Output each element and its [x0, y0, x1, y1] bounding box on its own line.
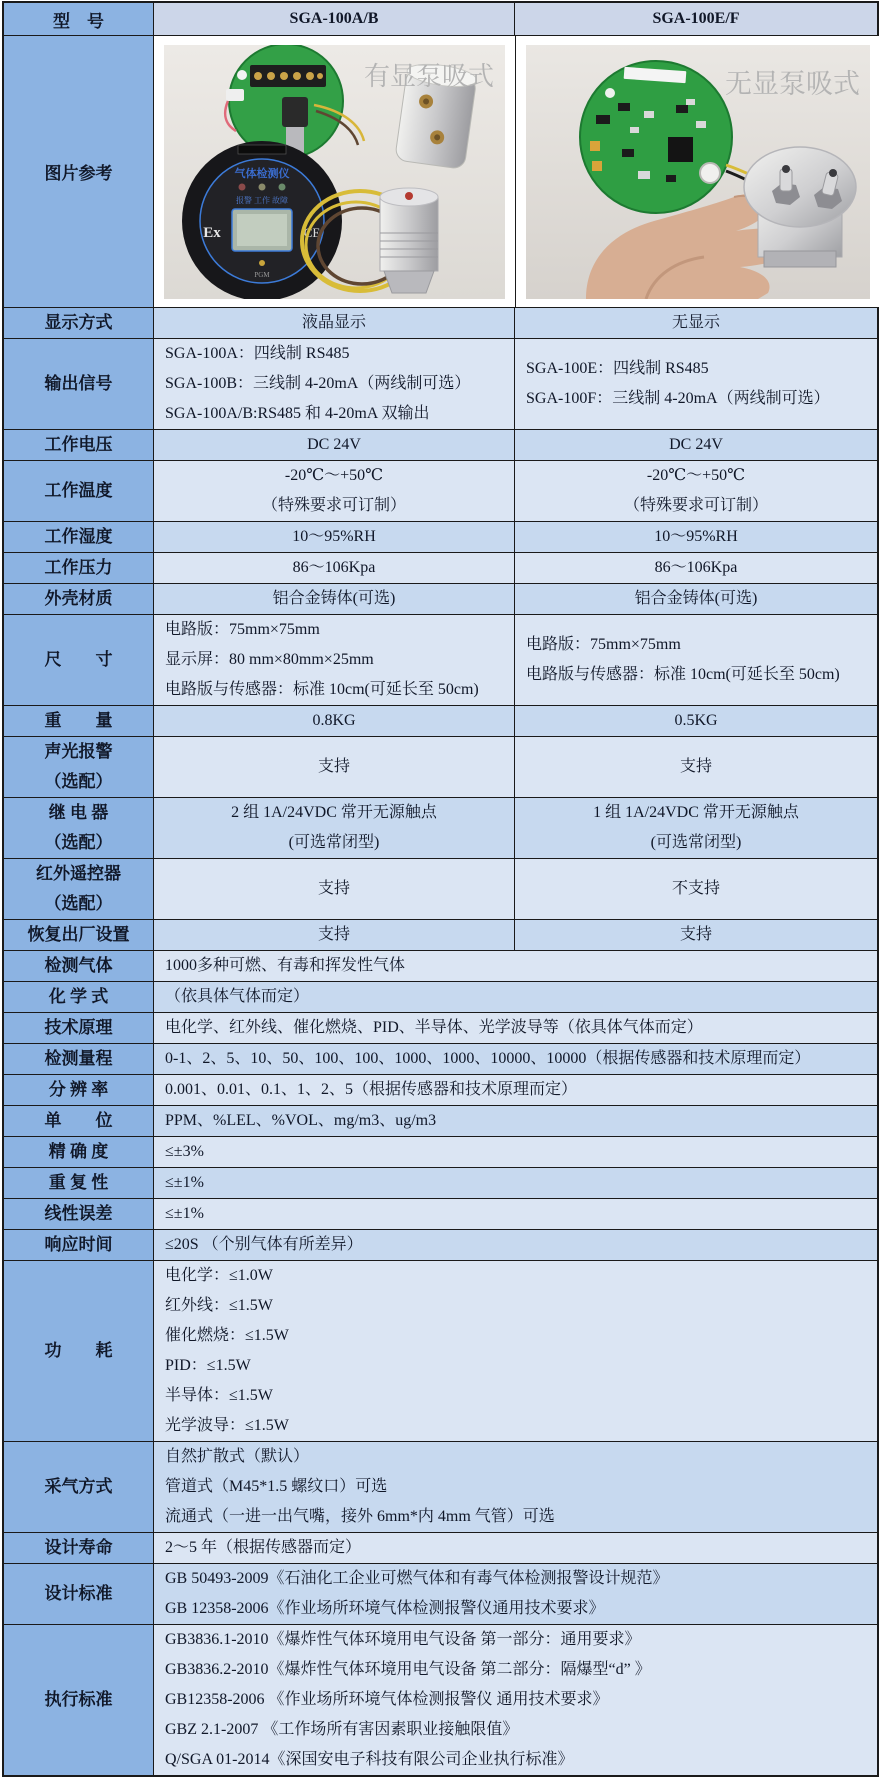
cell-text-line: 单 位 — [44, 1111, 113, 1130]
row-label — [4, 430, 154, 460]
cell-text-line: SGA-100E：四线制 RS485 — [526, 360, 709, 377]
product-photo-a-cell — [154, 36, 516, 307]
cell-text-line: 设计标准 — [44, 1584, 113, 1603]
cell-text-line: （依具体气体而定） — [165, 988, 310, 1005]
row-value-model-e — [515, 522, 877, 552]
spec-row-24 — [4, 1260, 877, 1441]
cell-text-line: 显示方式 — [44, 313, 113, 332]
cell-text-line: 0.001、0.01、0.1、1、2、5（根据传感器和技术原理而定） — [165, 1081, 578, 1098]
row-value-model-e — [515, 920, 877, 950]
cell-text-line: 电化学、红外线、催化燃烧、PID、半导体、光学波导等（依具体气体而定） — [165, 1019, 703, 1036]
cell-text-line: 无显示 — [671, 314, 720, 331]
row-value-model-e — [515, 737, 877, 797]
spec-row-8 — [4, 614, 877, 705]
cell-text-line: SGA-100A：四线制 RS485 — [165, 345, 350, 362]
cell-text-line: GB12358-2006 《作业场所环境气体检测报警仪 通用技术要求》 — [165, 1691, 609, 1708]
cell-text-line: 尺 寸 — [44, 650, 113, 669]
cell-text-line: 支持 — [679, 758, 712, 775]
spec-row-14 — [4, 950, 877, 981]
row-value-model-a — [154, 553, 515, 583]
photo-b-watermark: 无显泵吸式 — [725, 68, 860, 99]
row-value-model-a — [154, 584, 515, 614]
spec-row-9 — [4, 705, 877, 736]
row-label — [4, 1625, 154, 1775]
cell-text-line: 0.8KG — [312, 712, 356, 729]
spec-row-6 — [4, 552, 877, 583]
cell-text-line: 0-1、2、5、10、50、100、100、1000、1000、10000、10000（根据传感器和技术原理而定） — [165, 1050, 811, 1067]
row-value-model-e — [515, 859, 877, 919]
cell-text-line: 红外线：≤1.5W — [165, 1297, 273, 1314]
cell-text-line: 恢复出厂设置 — [27, 925, 130, 944]
spec-row-23 — [4, 1229, 877, 1260]
detector-ex-mark: Ex — [203, 224, 221, 241]
cell-text-line: ≤±3% — [165, 1143, 204, 1160]
row-label — [4, 737, 154, 797]
row-label — [4, 982, 154, 1012]
header-row — [4, 3, 877, 35]
cell-text-line: 功 耗 — [44, 1341, 113, 1360]
spec-row-22 — [4, 1198, 877, 1229]
cell-text-line: 工作温度 — [44, 481, 113, 500]
row-label — [4, 1442, 154, 1532]
cell-text-line: SGA-100B：三线制 4-20mA（两线制可选） — [165, 375, 471, 392]
cell-text-line: 铝合金铸体(可选) — [272, 590, 396, 607]
image-row-label: 图片参考 — [4, 36, 154, 307]
spec-row-17 — [4, 1043, 877, 1074]
spec-row-18 — [4, 1074, 877, 1105]
spec-row-4 — [4, 460, 877, 521]
cell-text-line: 显示屏：80 mm×80mm×25mm — [165, 651, 374, 668]
spec-rows-container — [4, 307, 877, 1775]
row-value-span — [154, 951, 877, 981]
cell-text-line: 电路版：75mm×75mm — [526, 636, 681, 653]
row-value-model-e — [515, 339, 877, 429]
product-photo-a — [164, 45, 505, 299]
cell-text-line: 执行标准 — [44, 1690, 113, 1709]
row-value-span — [154, 1261, 877, 1441]
spec-row-10 — [4, 736, 877, 797]
cell-text-line: 支持 — [317, 758, 350, 775]
row-label — [4, 798, 154, 858]
cell-text-line: 工作压力 — [44, 558, 113, 577]
row-value-model-a — [154, 461, 515, 521]
detector-led-labels: 报警 工作 故障 — [236, 195, 288, 205]
cell-text-line: 响应时间 — [44, 1235, 113, 1254]
spec-row-21 — [4, 1167, 877, 1198]
spec-row-11 — [4, 797, 877, 858]
cell-text-line: 输出信号 — [44, 374, 113, 393]
row-value-span — [154, 1168, 877, 1198]
row-label — [4, 1533, 154, 1563]
cell-text-line: 光学波导：≤1.5W — [165, 1417, 289, 1434]
spec-row-25 — [4, 1441, 877, 1532]
cell-text-line: 催化燃烧：≤1.5W — [165, 1327, 289, 1344]
row-label — [4, 1168, 154, 1198]
row-value-model-a — [154, 522, 515, 552]
cell-text-line: ≤±1% — [165, 1174, 204, 1191]
row-label — [4, 1044, 154, 1074]
cell-text-line: 化 学 式 — [48, 987, 109, 1006]
cell-text-line: GBZ 2.1-2007 《工作场所有害因素职业接触限值》 — [165, 1721, 519, 1738]
cell-text-line: (可选常闭型) — [288, 834, 380, 851]
row-value-span — [154, 1013, 877, 1043]
cell-text-line: ≤±1% — [165, 1205, 204, 1222]
cell-text-line: 支持 — [679, 926, 712, 943]
cell-text-line: 线性误差 — [44, 1204, 113, 1223]
row-value-model-a — [154, 920, 515, 950]
row-value-span — [154, 1075, 877, 1105]
row-value-model-e — [515, 615, 877, 705]
cell-text-line: 继 电 器 — [48, 803, 109, 822]
spec-row-12 — [4, 858, 877, 919]
row-value-model-e — [515, 553, 877, 583]
spec-row-3 — [4, 429, 877, 460]
row-value-span — [154, 1625, 877, 1775]
cell-text-line: PPM、%LEL、%VOL、mg/m3、ug/m3 — [165, 1112, 437, 1129]
row-value-model-a — [154, 859, 515, 919]
row-label — [4, 522, 154, 552]
cell-text-line: -20℃～+50℃ — [646, 467, 746, 484]
cell-text-line: (可选常闭型) — [650, 834, 742, 851]
cell-text-line: 精 确 度 — [48, 1142, 109, 1161]
detector-button-label: PGM — [254, 270, 270, 279]
cell-text-line: 采气方式 — [44, 1477, 113, 1496]
row-value-model-e — [515, 706, 877, 736]
row-value-model-a — [154, 308, 515, 338]
image-row — [4, 35, 877, 307]
row-value-model-e — [515, 584, 877, 614]
cell-text-line: 液晶显示 — [301, 314, 366, 331]
spec-row-28 — [4, 1624, 877, 1775]
cell-text-line: 电路版与传感器：标准 10cm(可延长至 50cm) — [165, 681, 479, 698]
cell-text-line: Q/SGA 01-2014《深国安电子科技有限公司企业执行标准》 — [165, 1751, 574, 1768]
detector-ce-mark: CE — [303, 224, 321, 240]
row-label — [4, 1564, 154, 1624]
model-a-header: SGA-100A/B — [154, 3, 515, 35]
cell-text-line: 1 组 1A/24VDC 常开无源触点 — [593, 804, 799, 821]
cell-text-line: （选配） — [44, 833, 113, 852]
cell-text-line: 工作湿度 — [44, 527, 113, 546]
row-label — [4, 1137, 154, 1167]
row-value-model-a — [154, 798, 515, 858]
cell-text-line: 电路版：75mm×75mm — [165, 621, 320, 638]
row-label — [4, 308, 154, 338]
row-label — [4, 951, 154, 981]
cell-text-line: 电化学：≤1.0W — [165, 1267, 273, 1284]
cell-text-line: 2 组 1A/24VDC 常开无源触点 — [231, 804, 437, 821]
row-label — [4, 339, 154, 429]
cell-text-line: 支持 — [317, 880, 350, 897]
cell-text-line: GB3836.1-2010《爆炸性气体环境用电气设备 第一部分：通用要求》 — [165, 1631, 641, 1648]
row-label — [4, 1199, 154, 1229]
cell-text-line: GB 50493-2009《石油化工企业可燃气体和有毒气体检测报警设计规范》 — [165, 1570, 669, 1587]
cell-text-line: 半导体：≤1.5W — [165, 1387, 273, 1404]
cell-text-line: 分 辨 率 — [48, 1080, 109, 1099]
row-value-model-e — [515, 430, 877, 460]
row-value-model-a — [154, 430, 515, 460]
row-value-model-a — [154, 615, 515, 705]
row-value-model-e — [515, 461, 877, 521]
cell-text-line: 声光报警 — [44, 742, 113, 761]
cell-text-line: 自然扩散式（默认） — [165, 1448, 310, 1465]
spec-row-2 — [4, 338, 877, 429]
row-value-span — [154, 982, 877, 1012]
cell-text-line: DC 24V — [307, 436, 361, 453]
cell-text-line: 电路版与传感器：标准 10cm(可延长至 50cm) — [526, 666, 840, 683]
cell-text-line: GB 12358-2006《作业场所环境气体检测报警仪通用技术要求》 — [165, 1600, 605, 1617]
cell-text-line: 工作电压 — [44, 435, 113, 454]
row-value-model-a — [154, 737, 515, 797]
cell-text-line: 检测量程 — [44, 1049, 113, 1068]
spec-row-15 — [4, 981, 877, 1012]
row-value-span — [154, 1106, 877, 1136]
photo-a-watermark: 有显泵吸式 — [363, 61, 494, 91]
spec-row-20 — [4, 1136, 877, 1167]
cell-text-line: -20℃～+50℃ — [284, 467, 384, 484]
spec-row-13 — [4, 919, 877, 950]
row-label — [4, 1261, 154, 1441]
row-label — [4, 461, 154, 521]
row-value-span — [154, 1533, 877, 1563]
row-value-model-e — [515, 308, 877, 338]
cell-text-line: SGA-100F：三线制 4-20mA（两线制可选） — [526, 390, 830, 407]
row-value-model-e — [515, 798, 877, 858]
spec-row-7 — [4, 583, 877, 614]
cell-text-line: （选配） — [44, 772, 113, 791]
cell-text-line: （特殊要求可订制） — [261, 497, 406, 514]
spec-row-19 — [4, 1105, 877, 1136]
cell-text-line: （选配） — [44, 894, 113, 913]
row-value-model-a — [154, 339, 515, 429]
cell-text-line: 86～106Kpa — [292, 559, 376, 576]
cell-text-line: 流通式（一进一出气嘴，接外 6mm*内 4mm 气管）可选 — [165, 1508, 555, 1525]
cell-text-line: 10～95%RH — [292, 528, 376, 545]
cell-text-line: PID：≤1.5W — [165, 1357, 251, 1374]
sensor-cylinder-illustration-b — [744, 147, 856, 267]
row-label — [4, 1013, 154, 1043]
cell-text-line: DC 24V — [669, 436, 723, 453]
row-label — [4, 615, 154, 705]
model-label: 型 号 — [4, 3, 154, 35]
row-label — [4, 1075, 154, 1105]
row-label — [4, 1230, 154, 1260]
row-value-model-a — [154, 706, 515, 736]
product-photo-b-cell — [516, 36, 880, 307]
spec-row-5 — [4, 521, 877, 552]
spec-row-27 — [4, 1563, 877, 1624]
cell-text-line: 检测气体 — [44, 956, 113, 975]
spec-row-1 — [4, 307, 877, 338]
row-value-span — [154, 1564, 877, 1624]
cell-text-line: 支持 — [317, 926, 350, 943]
cell-text-line: 设计寿命 — [44, 1538, 113, 1557]
row-label — [4, 706, 154, 736]
cell-text-line: 2～5 年（根据传感器而定） — [165, 1539, 362, 1556]
sensor-cylinder-illustration-a — [380, 188, 438, 293]
cell-text-line: ≤20S （个别气体有所差异） — [165, 1236, 363, 1253]
model-e-header: SGA-100E/F — [515, 3, 877, 35]
row-label — [4, 584, 154, 614]
cell-text-line: 1000多种可燃、有毒和挥发性气体 — [165, 957, 406, 974]
cell-text-line: 管道式（M45*1.5 螺纹口）可选 — [165, 1478, 388, 1495]
cell-text-line: 0.5KG — [674, 712, 718, 729]
cell-text-line: 10～95%RH — [654, 528, 738, 545]
row-label — [4, 859, 154, 919]
row-label — [4, 920, 154, 950]
spec-row-26 — [4, 1532, 877, 1563]
cell-text-line: （特殊要求可订制） — [623, 497, 768, 514]
row-value-span — [154, 1230, 877, 1260]
row-value-span — [154, 1199, 877, 1229]
detector-screen-title: 气体检测仪 — [234, 167, 290, 180]
spec-table — [2, 1, 879, 1777]
row-value-span — [154, 1137, 877, 1167]
cell-text-line: GB3836.2-2010《爆炸性气体环境用电气设备 第二部分：隔爆型“d” 》 — [165, 1661, 651, 1678]
cell-text-line: 红外遥控器 — [36, 864, 121, 883]
cell-text-line: 外壳材质 — [44, 589, 113, 608]
row-value-span — [154, 1442, 877, 1532]
row-label — [4, 1106, 154, 1136]
row-value-span — [154, 1044, 877, 1074]
cell-text-line: 不支持 — [671, 880, 720, 897]
cell-text-line: 技术原理 — [44, 1018, 113, 1037]
spec-row-16 — [4, 1012, 877, 1043]
cell-text-line: SGA-100A/B:RS485 和 4-20mA 双输出 — [165, 405, 430, 422]
product-photo-b — [526, 45, 870, 299]
cell-text-line: 重 量 — [44, 711, 113, 730]
row-label — [4, 553, 154, 583]
cell-text-line: 重 复 性 — [48, 1173, 109, 1192]
cell-text-line: 铝合金铸体(可选) — [634, 590, 758, 607]
cell-text-line: 86～106Kpa — [654, 559, 738, 576]
